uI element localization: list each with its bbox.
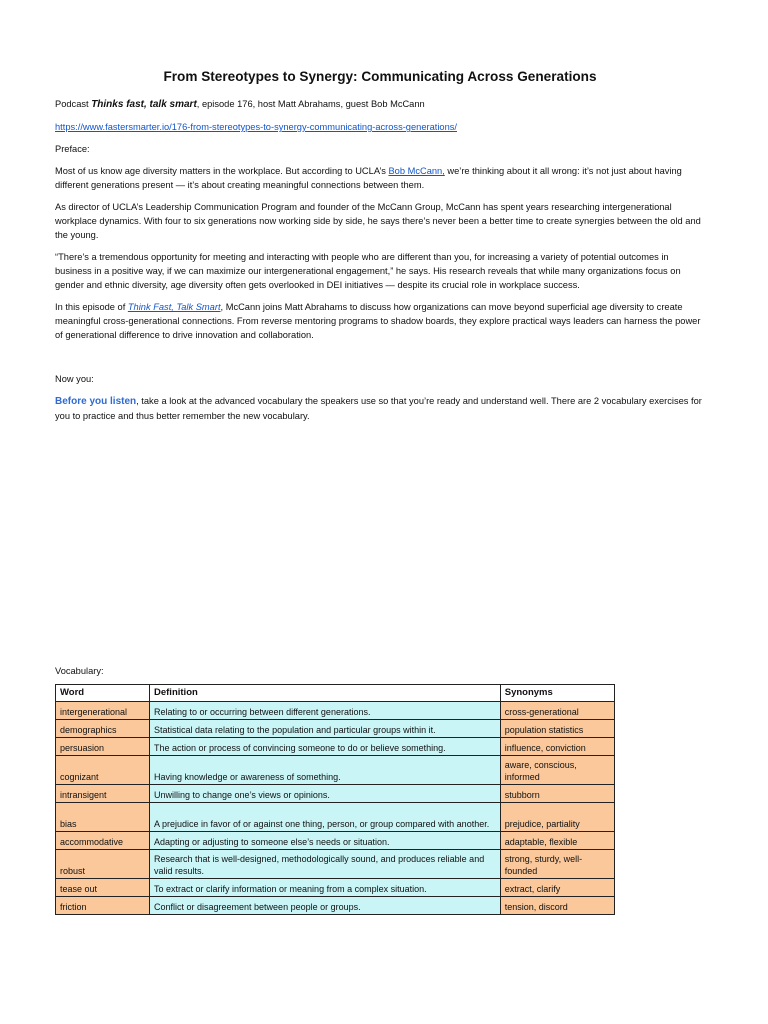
word-cell: bias	[56, 803, 150, 832]
table-header-row	[56, 685, 615, 702]
definition-cell: Statistical data relating to the population and particular groups within it.	[150, 720, 501, 738]
paragraph-5-after: , take a look at the advanced vocabulary the speakers use so that you’re ready and understand well. There are 2 vocabulary exercises for you to practice and thus better remember the new vocabulary.	[55, 396, 702, 421]
synonyms-cell: prejudice, partiality	[500, 803, 614, 832]
show-name: Thinks fast, talk smart	[91, 99, 197, 110]
intro-suffix: , episode 176, host Matt Abrahams, guest Bob McCann	[196, 99, 425, 109]
table-row	[56, 702, 615, 720]
podcast-intro	[55, 97, 705, 112]
synonyms-cell: extract, clarify	[500, 879, 614, 897]
before-you-listen: Before you listen	[55, 396, 137, 407]
word-cell: friction	[56, 897, 150, 915]
synonyms-cell: population statistics	[500, 720, 614, 738]
episode-url-link[interactable]: https://www.fastersmarter.io/176-from-stereotypes-to-synergy-communicating-across-generations/	[55, 122, 457, 132]
synonyms-cell: stubborn	[500, 785, 614, 803]
vocabulary-label: Vocabulary:	[55, 666, 104, 676]
table-row	[56, 785, 615, 803]
word-cell: persuasion	[56, 738, 150, 756]
synonyms-cell: influence, conviction	[500, 738, 614, 756]
table-row	[56, 756, 615, 785]
paragraph-4-after: , McCann joins Matt Abrahams to discuss how organizations can move beyond superficial age diversity to create meaningful cross-generational connections. From reverse mentoring programs to shadow boards, they explore practical ways leaders can harness the power of generational difference to drive innovation and collaboration.	[55, 302, 701, 340]
paragraph-3: “There’s a tremendous opportunity for meeting and interacting with people who are different than you, for increasing a variety of potential outcomes in business in a positive way, if we can maximize our intergenerational engagement,” he says. His research reveals that while many organizations focus on gender and ethnic diversity, age diversity often gets overlooked in DEI initiatives — despite its crucial role in workplace success.	[55, 252, 681, 290]
bob-mccann-link[interactable]: Bob McCann,	[388, 166, 445, 176]
definition-cell: Research that is well-designed, methodologically sound, and produces reliable and valid results.	[150, 850, 501, 879]
table-row	[56, 720, 615, 738]
word-cell: accommodative	[56, 832, 150, 850]
table-row	[56, 897, 615, 915]
paragraph-5	[55, 394, 705, 423]
episode-url-line	[55, 120, 705, 134]
paragraph-4-before: In this episode of	[55, 302, 128, 312]
header-definition: Definition	[150, 685, 501, 702]
word-cell: robust	[56, 850, 150, 879]
now-you-label: Now you:	[55, 374, 94, 384]
definition-cell: The action or process of convincing someone to do or believe something.	[150, 738, 501, 756]
synonyms-cell: aware, conscious, informed	[500, 756, 614, 785]
synonyms-cell: adaptable, flexible	[500, 832, 614, 850]
paragraph-1	[55, 164, 705, 192]
synonyms-cell: strong, sturdy, well-founded	[500, 850, 614, 879]
paragraph-1-after: we’re thinking about it all wrong: it’s not just about having different generations present — it’s about creating meaningful connections between them.	[55, 166, 682, 190]
header-word: Word	[56, 685, 150, 702]
paragraph-1-before: Most of us know age diversity matters in the workplace. But according to UCLA’s	[55, 166, 389, 176]
document-body	[55, 68, 705, 431]
definition-cell: Having knowledge or awareness of something.	[150, 756, 501, 785]
word-cell: cognizant	[56, 756, 150, 785]
table-row	[56, 832, 615, 850]
podcast-link[interactable]: Think Fast, Talk Smart	[127, 302, 221, 312]
word-cell: tease out	[56, 879, 150, 897]
table-row	[56, 803, 615, 832]
table-row	[56, 879, 615, 897]
paragraph-4	[55, 300, 705, 342]
page-title: From Stereotypes to Synergy: Communicating Across Generations	[163, 69, 597, 84]
header-synonyms: Synonyms	[500, 685, 614, 702]
table-row	[56, 850, 615, 879]
vocabulary-table	[55, 684, 615, 915]
definition-cell: Adapting or adjusting to someone else’s needs or situation.	[150, 832, 501, 850]
paragraph-2: As director of UCLA’s Leadership Communication Program and founder of the McCann Group, McCann has spent years researching intergenerational workplace dynamics. With four to six generations now working side by side, he says there’s never been a better time to create synergies between the old and the young.	[55, 202, 701, 240]
word-cell: intergenerational	[56, 702, 150, 720]
intro-prefix: Podcast	[55, 99, 92, 109]
word-cell: intransigent	[56, 785, 150, 803]
table-row	[56, 738, 615, 756]
definition-cell: Relating to or occurring between different generations.	[150, 702, 501, 720]
spacer	[55, 350, 705, 372]
definition-cell: To extract or clarify information or meaning from a complex situation.	[150, 879, 501, 897]
word-cell: demographics	[56, 720, 150, 738]
synonyms-cell: cross-generational	[500, 702, 614, 720]
synonyms-cell: tension, discord	[500, 897, 614, 915]
preface-label: Preface:	[55, 144, 90, 154]
definition-cell: A prejudice in favor of or against one thing, person, or group compared with another.	[150, 803, 501, 832]
definition-cell: Conflict or disagreement between people or groups.	[150, 897, 501, 915]
definition-cell: Unwilling to change one’s views or opinions.	[150, 785, 501, 803]
